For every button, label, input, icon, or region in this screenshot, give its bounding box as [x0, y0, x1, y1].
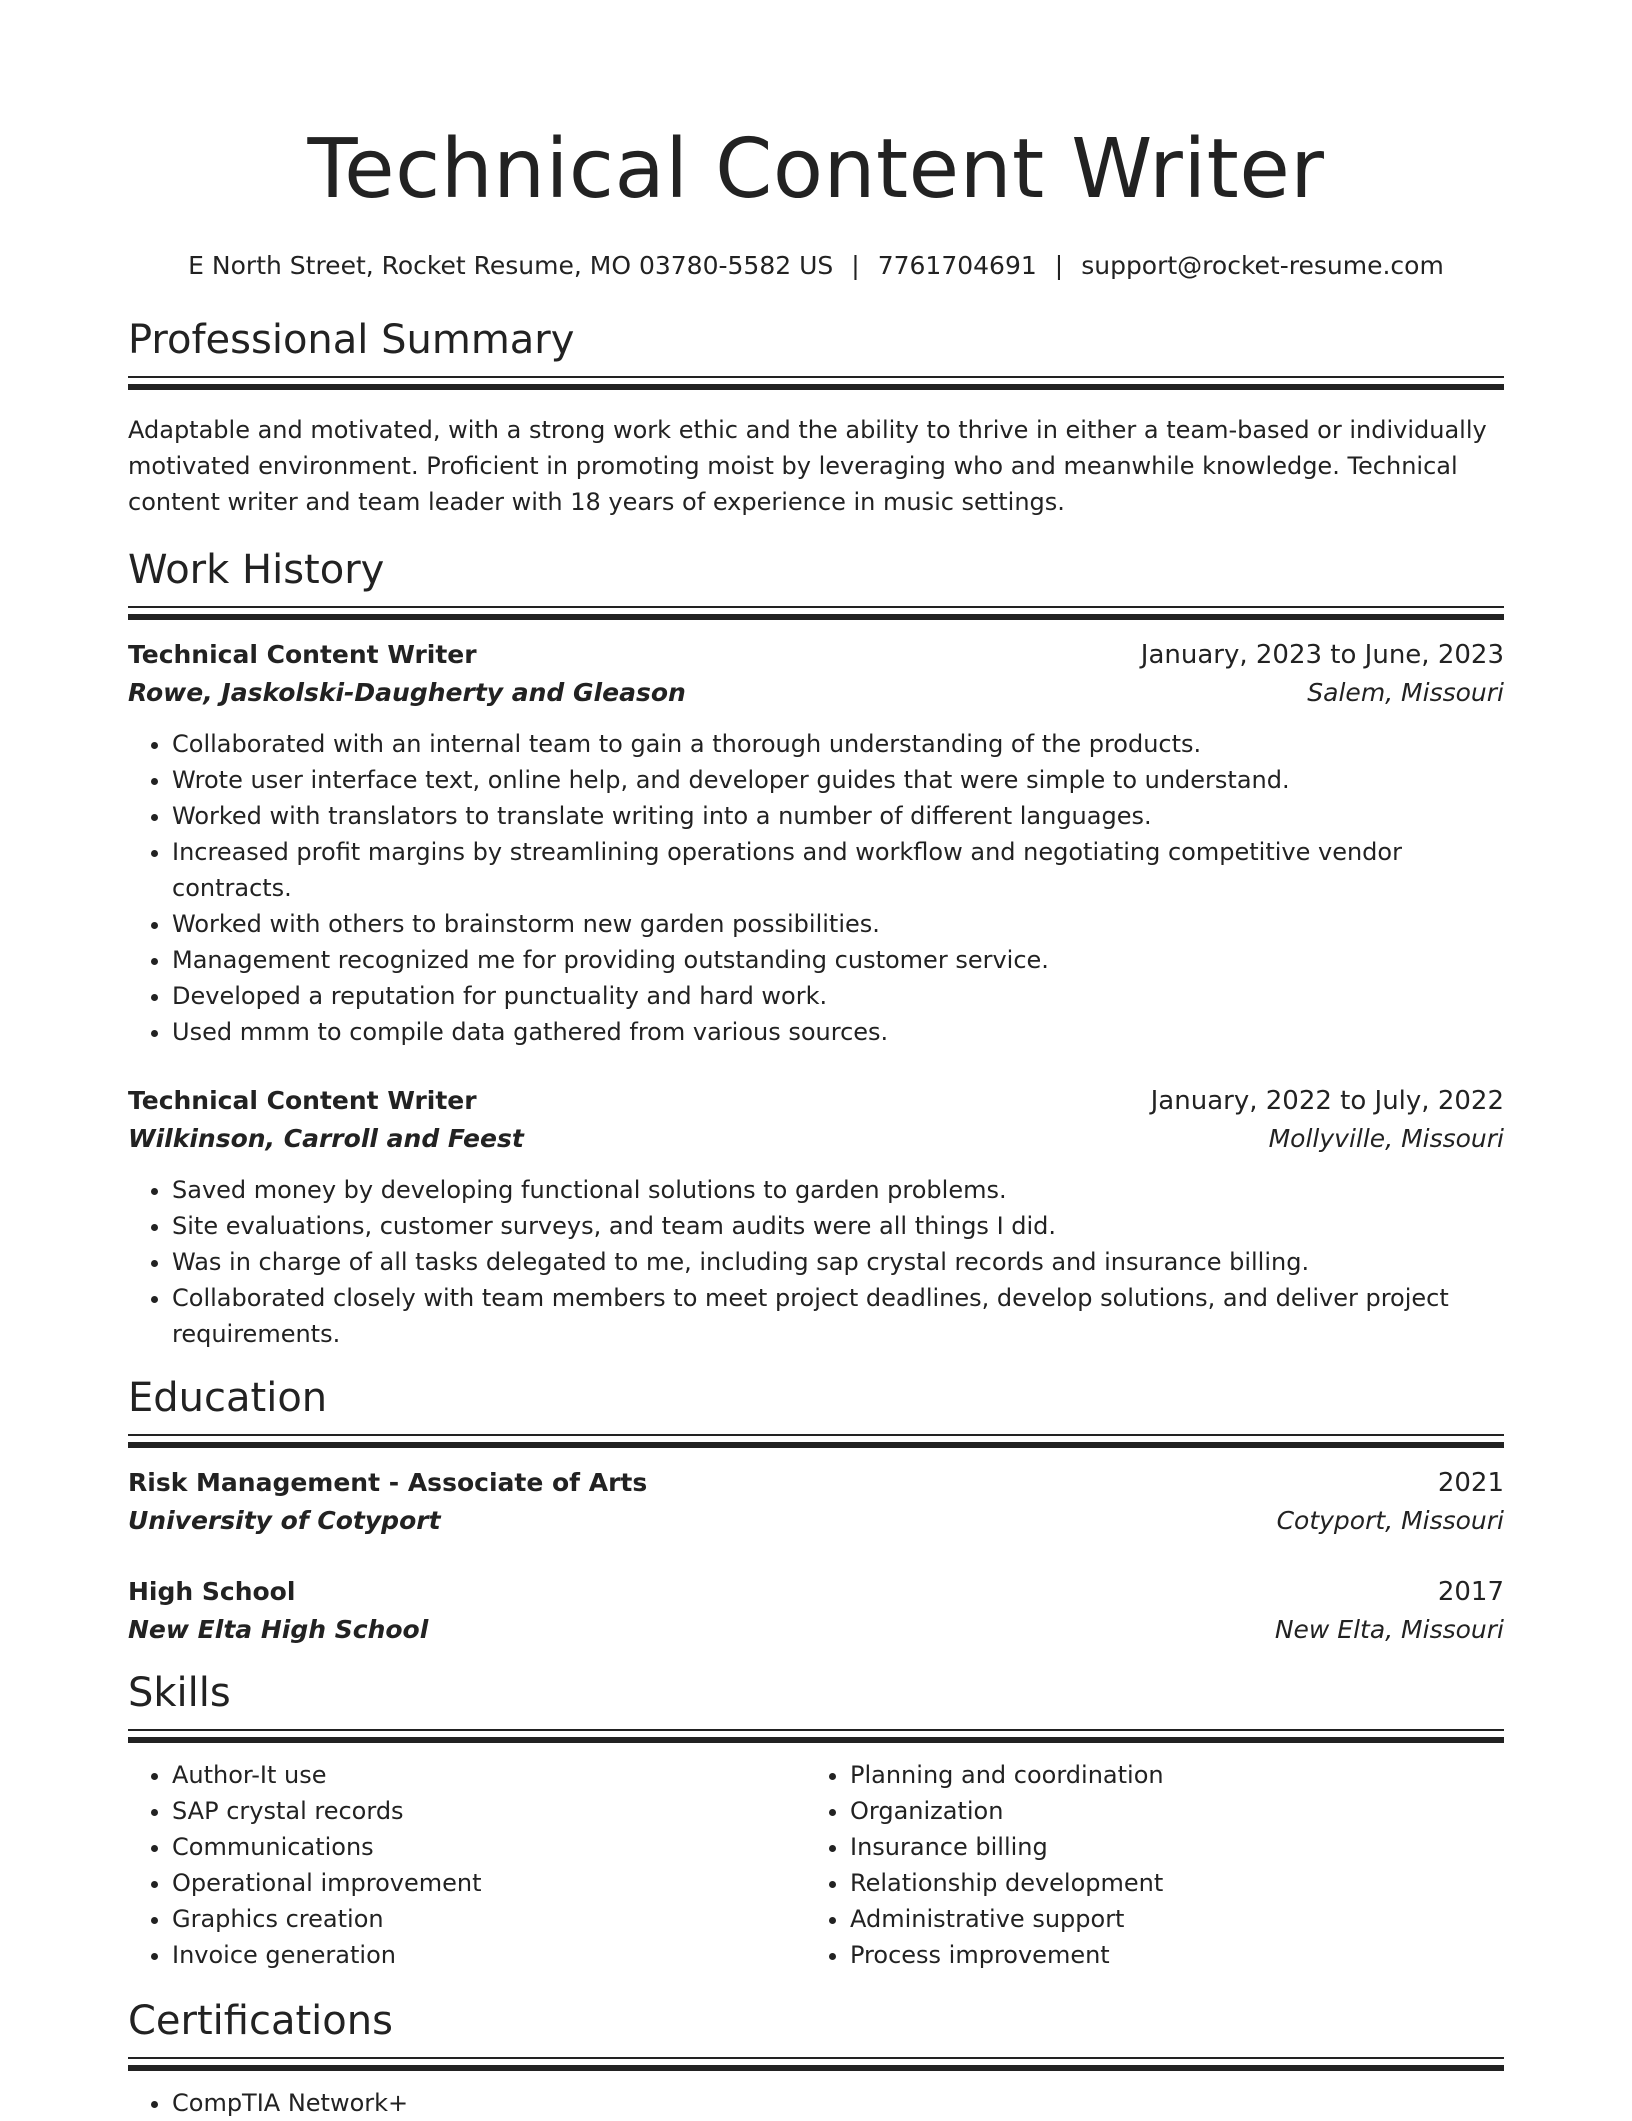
- certifications-list: [128, 2085, 1504, 2121]
- job-company-row: [128, 1120, 1504, 1158]
- education-location: Cotyport, Missouri: [1276, 1506, 1504, 1535]
- skill-item: • Author-It use: [172, 1757, 806, 1793]
- job-location: Mollyville, Missouri: [1268, 1124, 1504, 1153]
- job-title: Technical Content Writer: [128, 1086, 477, 1115]
- skill-item: • Administrative support: [850, 1901, 1450, 1937]
- section-title-education: Education: [128, 1375, 328, 1421]
- skill-item: • Insurance billing: [850, 1829, 1450, 1865]
- resume-page: [128, 0, 1504, 2121]
- education-degree: High School: [128, 1577, 296, 1606]
- job-bullets: [128, 1172, 1504, 1352]
- skills-columns: [128, 1757, 1504, 1973]
- job-bullet: • Wrote user interface text, online help, and developer guides that were simple to understand.: [172, 762, 1504, 798]
- education-header-row: [128, 1573, 1504, 1611]
- contact-separator: |: [1054, 251, 1064, 280]
- section-title-summary: Professional Summary: [128, 317, 575, 363]
- contact-separator: |: [851, 251, 860, 280]
- section-title-work-history: Work History: [128, 547, 385, 593]
- education-entry: [128, 1573, 1504, 1649]
- contact-address: E North Street, Rocket Resume, MO 03780-5582 US: [188, 251, 834, 280]
- education-school: New Elta High School: [128, 1615, 429, 1644]
- job-bullet: • Developed a reputation for punctuality and hard work.: [172, 978, 1504, 1014]
- skill-item: • Invoice generation: [172, 1937, 806, 1973]
- job-title: Technical Content Writer: [128, 640, 477, 669]
- section-divider: [128, 376, 1504, 390]
- section-divider: [128, 2057, 1504, 2071]
- job-company-row: [128, 674, 1504, 712]
- skill-item: • Communications: [172, 1829, 806, 1865]
- section-title-skills: Skills: [128, 1670, 231, 1716]
- skills-list-right: [806, 1757, 1450, 1973]
- skill-item: • Planning and coordination: [850, 1757, 1450, 1793]
- certification-item: • CompTIA Network+: [172, 2085, 1504, 2121]
- job-header-row: [128, 636, 1504, 674]
- skill-item: • Relationship development: [850, 1865, 1450, 1901]
- job-bullet: • Collaborated closely with team members to meet project deadlines, develop solutions, and deliver project requirements.: [172, 1280, 1504, 1352]
- section-divider: [128, 1434, 1504, 1448]
- job-bullet: • Worked with others to brainstorm new garden possibilities.: [172, 906, 1504, 942]
- job-location: Salem, Missouri: [1307, 678, 1504, 707]
- education-section: [128, 1374, 1504, 1649]
- skills-list-left: [128, 1757, 806, 1973]
- summary-text: Adaptable and motivated, with a strong work ethic and the ability to thrive in either a team-based or individually motivated environment. Proficient in promoting moist by leveraging who and meanwhile knowledge. Technical content writer and team leader with 18 years of experience in music settings.: [128, 416, 1487, 516]
- job-bullet: • Management recognized me for providing outstanding customer service.: [172, 942, 1504, 978]
- skill-item: • Operational improvement: [172, 1865, 806, 1901]
- job-header-row: [128, 1082, 1504, 1120]
- job-bullets: [128, 726, 1504, 1050]
- education-year: 2017: [1437, 1577, 1504, 1607]
- resume-name: Technical Content Writer: [307, 122, 1325, 217]
- job-bullet: • Collaborated with an internal team to gain a thorough understanding of the products.: [172, 726, 1504, 762]
- skill-item: • Graphics creation: [172, 1901, 806, 1937]
- skill-item: • SAP crystal records: [172, 1793, 806, 1829]
- job-dates: January, 2022 to July, 2022: [1150, 1086, 1504, 1116]
- job-bullet: • Worked with translators to translate writing into a number of different languages.: [172, 798, 1504, 834]
- summary-section: [128, 316, 1504, 520]
- skill-item: • Process improvement: [850, 1937, 1450, 1973]
- job-bullet: • Increased profit margins by streamlining operations and workflow and negotiating competitive vendor contracts.: [172, 834, 1504, 906]
- education-school-row: [128, 1611, 1504, 1649]
- education-degree: Risk Management - Associate of Arts: [128, 1468, 648, 1497]
- section-divider: [128, 1729, 1504, 1743]
- education-entry: [128, 1464, 1504, 1540]
- job-company: Wilkinson, Carroll and Feest: [128, 1124, 524, 1153]
- education-school-row: [128, 1502, 1504, 1540]
- job-bullet: • Used mmm to compile data gathered from various sources.: [172, 1014, 1504, 1050]
- job-entry: [128, 1082, 1504, 1352]
- job-entry: [128, 636, 1504, 1050]
- job-bullet: • Site evaluations, customer surveys, and team audits were all things I did.: [172, 1208, 1504, 1244]
- contact-line: [128, 250, 1504, 282]
- job-bullet: • Was in charge of all tasks delegated to me, including sap crystal records and insurance billing.: [172, 1244, 1504, 1280]
- job-company: Rowe, Jaskolski-Daugherty and Gleason: [128, 678, 686, 707]
- education-school: University of Cotyport: [128, 1506, 441, 1535]
- skills-section: [128, 1669, 1504, 1973]
- job-bullet: • Saved money by developing functional solutions to garden problems.: [172, 1172, 1504, 1208]
- work-history-section: [128, 546, 1504, 1352]
- job-dates: January, 2023 to June, 2023: [1140, 640, 1504, 670]
- contact-email: support@rocket-resume.com: [1081, 251, 1444, 280]
- section-divider: [128, 606, 1504, 620]
- education-location: New Elta, Missouri: [1274, 1615, 1504, 1644]
- skill-item: • Organization: [850, 1793, 1450, 1829]
- education-year: 2021: [1437, 1468, 1504, 1498]
- education-header-row: [128, 1464, 1504, 1502]
- contact-phone: 7761704691: [877, 251, 1037, 280]
- section-title-certifications: Certifications: [128, 1998, 393, 2044]
- certifications-section: [128, 1997, 1504, 2121]
